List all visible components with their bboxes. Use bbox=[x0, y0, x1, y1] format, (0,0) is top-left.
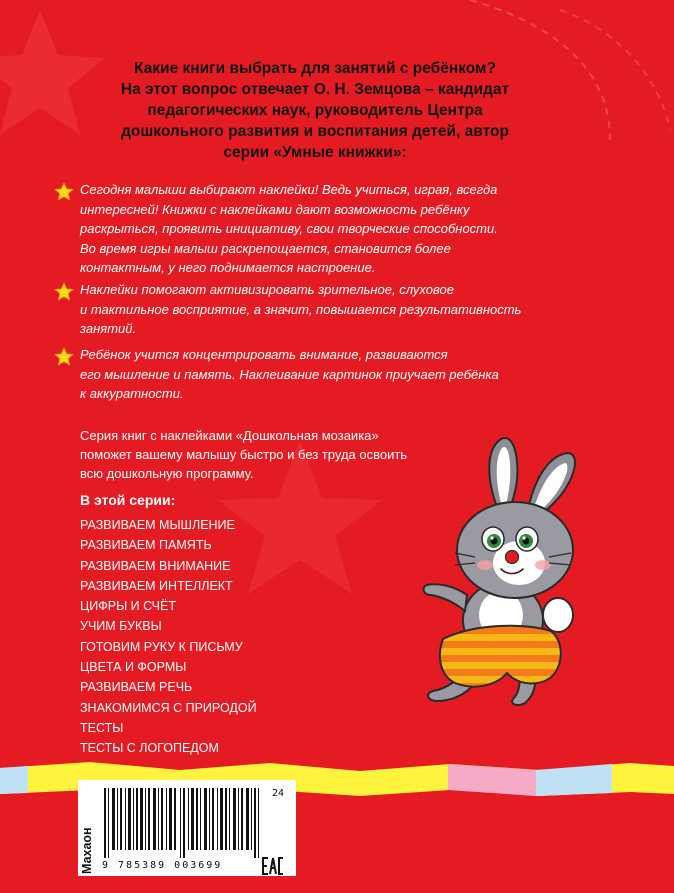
bullet-line: Ребёнок учится концентрировать внимание, развиваются bbox=[80, 347, 448, 362]
series-title-item: ЗНАКОМИМСЯ С ПРИРОДОЙ bbox=[80, 700, 257, 715]
bullet-text bbox=[80, 345, 574, 404]
intro-line: педагогических наук, руководитель Центра bbox=[147, 102, 483, 119]
series-title-item: РАЗВИВАЕМ ВНИМАНИЕ bbox=[80, 558, 231, 573]
intro-line: дошкольного развития и воспитания детей, автор bbox=[121, 123, 509, 140]
bullet-line: контактным, у него поднимается настроение. bbox=[80, 260, 376, 275]
series-title-item: РАЗВИВАЕМ МЫШЛЕНИЕ bbox=[80, 518, 235, 532]
bullet-item bbox=[54, 345, 574, 404]
bullet-line: Наклейки помогают активизировать зрительное, слуховое bbox=[80, 282, 454, 297]
bullet-text bbox=[80, 280, 574, 339]
bunny-illustration bbox=[415, 435, 595, 710]
series-title-item: ТЕСТЫ bbox=[80, 720, 124, 735]
star-icon bbox=[54, 282, 74, 302]
intro-line: Какие книги выбрать для занятий с ребёнком? bbox=[134, 60, 496, 77]
series-title-item: РАЗВИВАЕМ РЕЧЬ bbox=[80, 680, 193, 695]
publisher-name: Махаон bbox=[80, 827, 94, 874]
bullet-line: занятий. bbox=[80, 321, 137, 336]
eac-mark-icon bbox=[261, 854, 285, 878]
series-title-list bbox=[80, 515, 257, 759]
bullet-line: и тактильное восприятие, а значит, повышается результативность bbox=[80, 301, 522, 317]
bullet-line: интересней! Книжки с наклейками дают возможность ребёнку bbox=[80, 201, 470, 217]
series-title-item: РАЗВИВАЕМ ИНТЕЛЛЕКТ bbox=[80, 578, 233, 593]
series-title-item: УЧИМ БУКВЫ bbox=[80, 619, 162, 634]
bullet-line: раскрыться, проявить инициативу, свои творческие способности. bbox=[80, 221, 498, 236]
star-icon bbox=[54, 182, 74, 202]
series-title-item: ТЕСТЫ С ЛОГОПЕДОМ bbox=[80, 741, 219, 756]
intro-line: На этот вопрос отвечает О. Н. Земцова – кандидат bbox=[120, 81, 510, 98]
bullet-item bbox=[54, 180, 574, 278]
series-heading: В этой серии: bbox=[80, 492, 176, 508]
intro-line: серии «Умные книжки»: bbox=[223, 144, 407, 161]
star-icon bbox=[54, 347, 74, 367]
barcode-code: 24 bbox=[272, 788, 285, 799]
series-title-item: РАЗВИВАЕМ ПАМЯТЬ bbox=[80, 538, 212, 553]
bullet-item bbox=[54, 280, 574, 339]
series-line: поможет вашему малышу быстро и без труда освоить bbox=[80, 447, 408, 462]
bullet-line: Сегодня малыши выбирают наклейки! Ведь учиться, играя, всегда bbox=[80, 182, 498, 197]
isbn-number: 9 785389 003699 bbox=[102, 860, 223, 871]
series-title-item: ЦИФРЫ И СЧЁТ bbox=[80, 599, 176, 614]
bullet-line: его мышление и память. Наклеивание картинок приучает ребёнка bbox=[80, 366, 499, 382]
bullet-line: Во время игры малыш раскрепощается, становится более bbox=[80, 240, 451, 256]
series-line: всю дошкольную программу. bbox=[80, 466, 254, 481]
series-title-item: ГОТОВИМ РУКУ К ПИСЬМУ bbox=[80, 639, 243, 654]
series-title-item: ЦВЕТА И ФОРМЫ bbox=[80, 660, 187, 675]
bullet-line: к аккуратности. bbox=[80, 386, 184, 401]
barcode-image bbox=[104, 788, 268, 858]
bullet-text bbox=[80, 180, 574, 278]
series-line: Серия книг с наклейками «Дошкольная мозаика» bbox=[80, 428, 379, 443]
intro-text bbox=[80, 58, 550, 163]
